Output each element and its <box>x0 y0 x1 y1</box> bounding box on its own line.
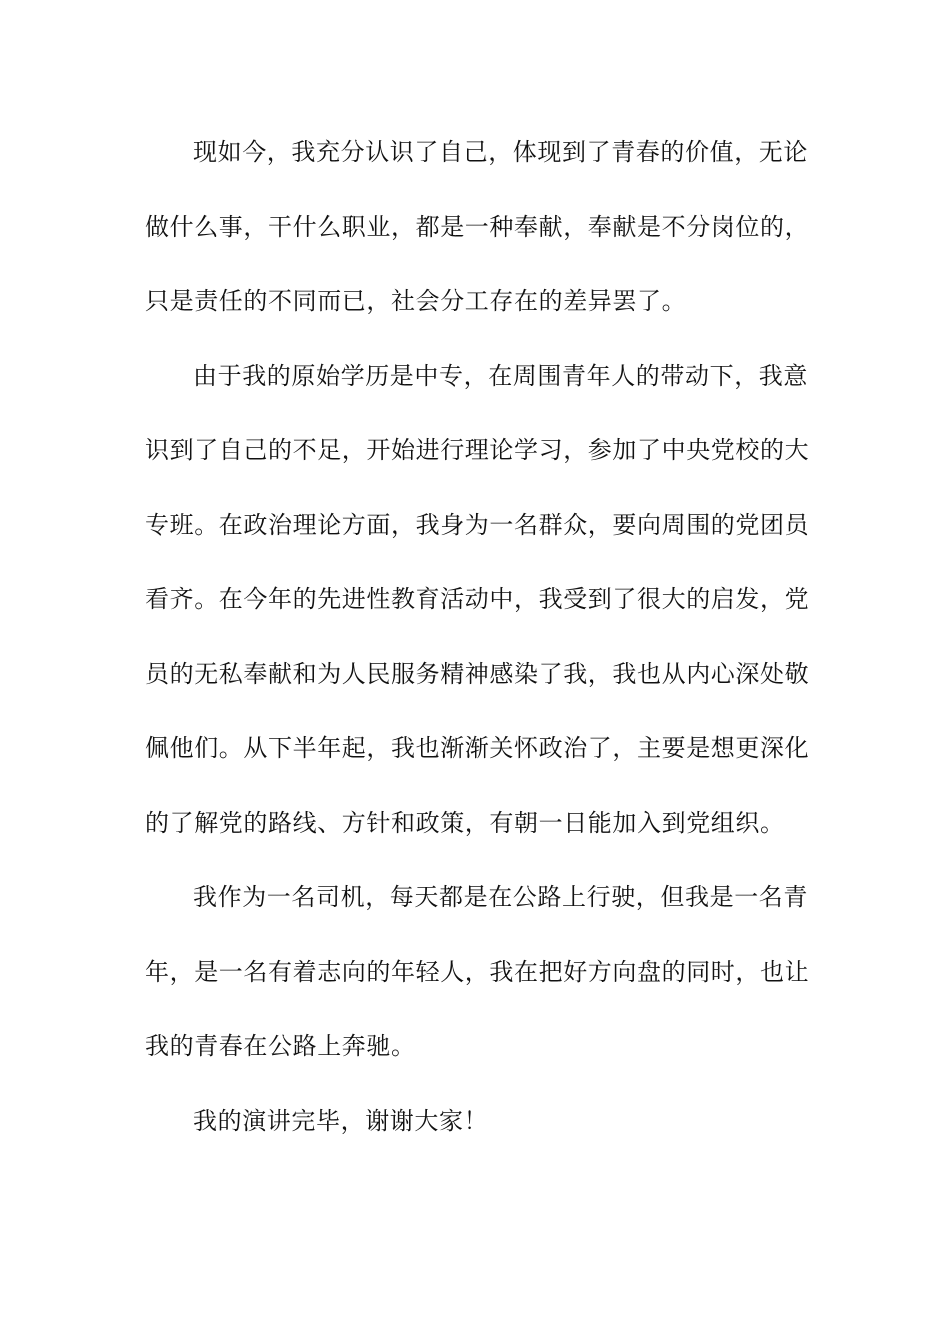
paragraph-1-line-3: 只是责任的不同而已，社会分工存在的差异罢了。 <box>145 287 687 315</box>
paragraph-2-line-4: 看齐。在今年的先进性教育活动中，我受到了很大的启发，党 <box>145 585 810 613</box>
paragraph-2-line-1: 由于我的原始学历是中专，在周围青年人的带动下，我意 <box>193 362 808 390</box>
paragraph-2-line-5: 员的无私奉献和为人民服务精神感染了我，我也从内心深处敬 <box>145 660 810 688</box>
paragraph-2-line-2: 识到了自己的不足，开始进行理论学习，参加了中央党校的大 <box>145 436 810 464</box>
paragraph-1-line-2: 做什么事，干什么职业，都是一种奉献，奉献是不分岗位的， <box>145 213 810 241</box>
paragraph-3-line-3: 我的青春在公路上奔驰。 <box>145 1032 416 1060</box>
paragraph-2-line-7: 的了解党的路线、方针和政策，有朝一日能加入到党组织。 <box>145 809 785 837</box>
paragraph-3-line-1: 我作为一名司机，每天都是在公路上行驶，但我是一名青 <box>193 883 808 911</box>
paragraph-1-line-1: 现如今，我充分认识了自己，体现到了青春的价值，无论 <box>193 138 808 166</box>
paragraph-2-line-6: 佩他们。从下半年起，我也渐渐关怀政治了，主要是想更深化 <box>145 734 810 762</box>
paragraph-2-line-3: 专班。在政治理论方面，我身为一名群众，要向周围的党团员 <box>145 511 810 539</box>
paragraph-4-line-1: 我的演讲完毕，谢谢大家！ <box>193 1107 489 1135</box>
paragraph-3-line-2: 年，是一名有着志向的年轻人，我在把好方向盘的同时，也让 <box>145 958 810 986</box>
